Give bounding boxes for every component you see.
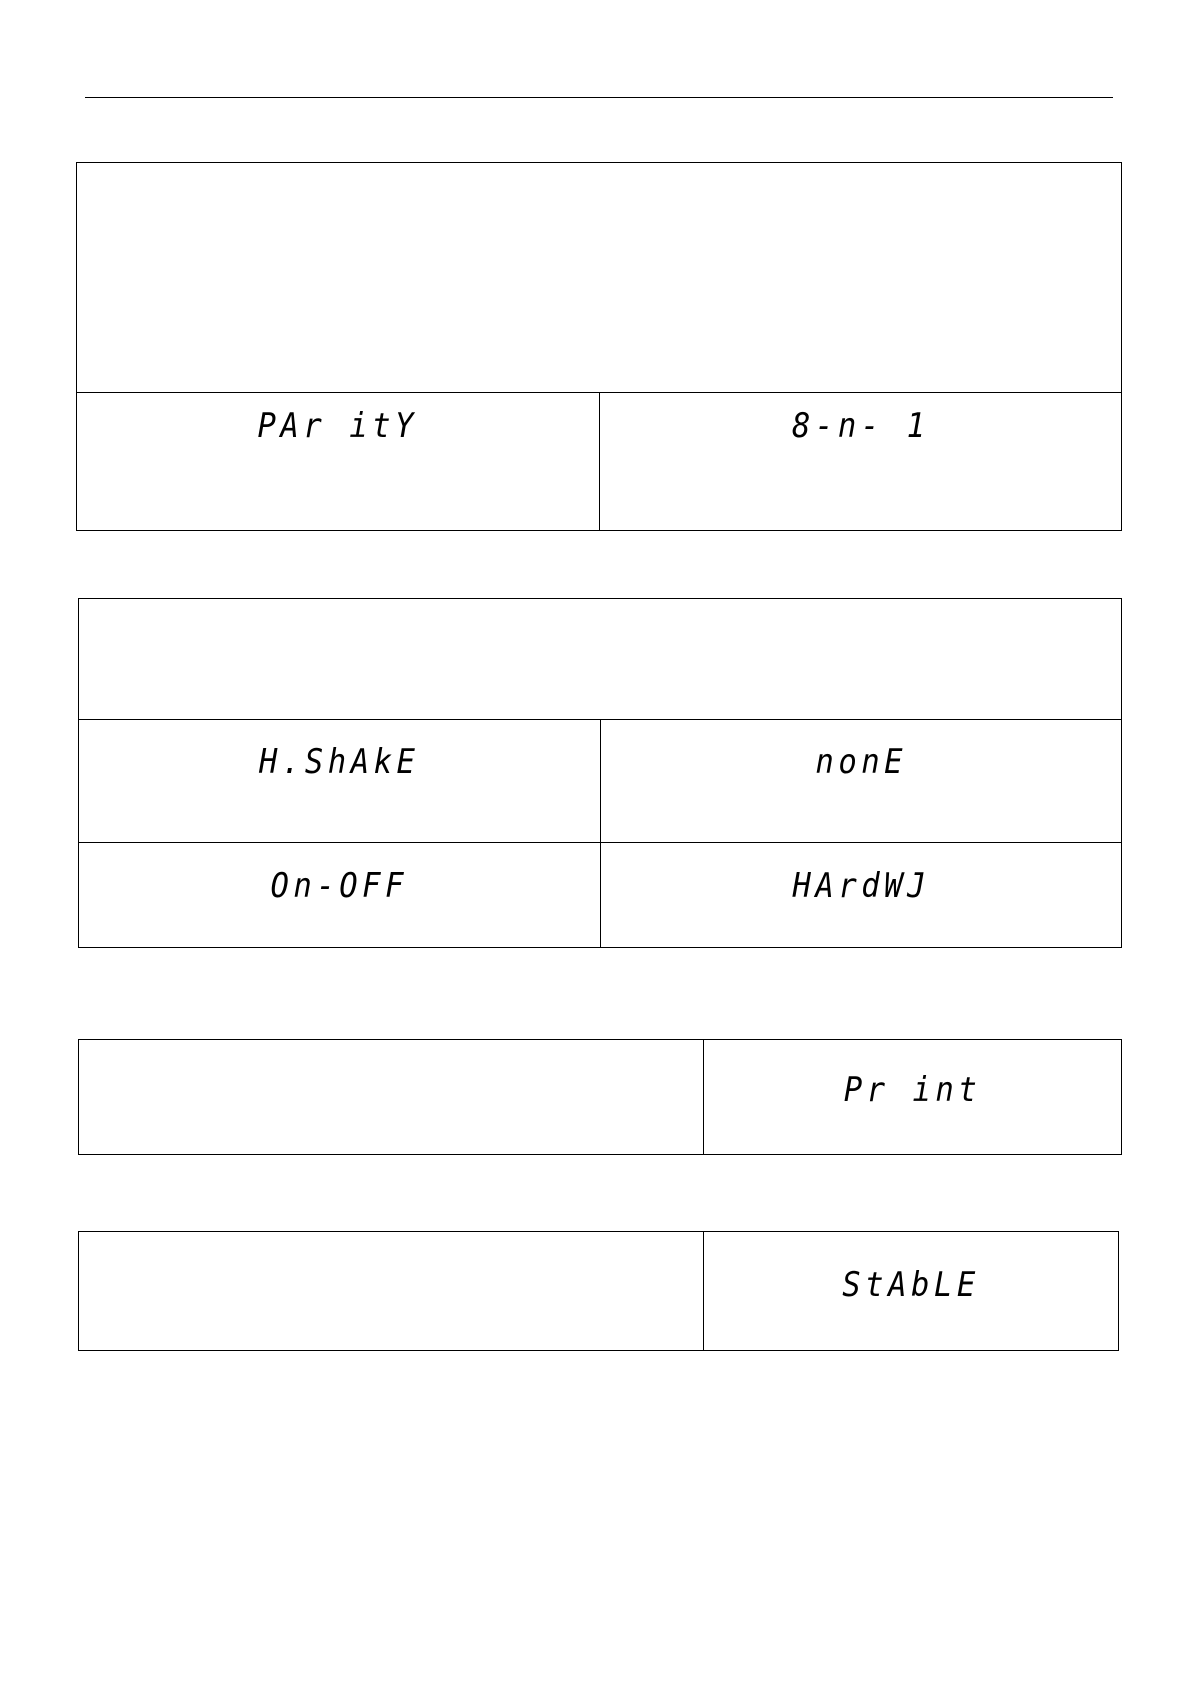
handshake-display: H.ShAkE	[259, 742, 420, 782]
parity-value: 8-n- 1	[791, 406, 930, 446]
print-table	[78, 1039, 1122, 1155]
print-display: Pr int	[843, 1070, 982, 1110]
parity-display-cell	[77, 393, 600, 531]
print-display-cell	[704, 1040, 1122, 1155]
handshake-none-value: nonE	[814, 742, 907, 782]
stable-display: StAbLE	[842, 1265, 980, 1305]
parity-table	[76, 162, 1122, 531]
parity-description	[77, 163, 1122, 393]
print-description	[79, 1040, 704, 1155]
stable-table	[78, 1231, 1119, 1351]
parity-value-cell	[599, 393, 1122, 531]
onoff-display-cell	[79, 843, 601, 948]
stable-display-cell	[704, 1232, 1119, 1351]
header-rule	[85, 97, 1113, 98]
handshake-display-cell	[79, 720, 601, 843]
handshake-none-cell	[600, 720, 1122, 843]
hardware-cell	[600, 843, 1122, 948]
onoff-display: On-OFF	[270, 866, 409, 906]
hardware-value: HArdWJ	[791, 866, 930, 906]
stable-description	[79, 1232, 704, 1351]
parity-display: PAr itY	[257, 406, 418, 446]
handshake-description	[79, 599, 1122, 720]
handshake-table	[78, 598, 1122, 948]
